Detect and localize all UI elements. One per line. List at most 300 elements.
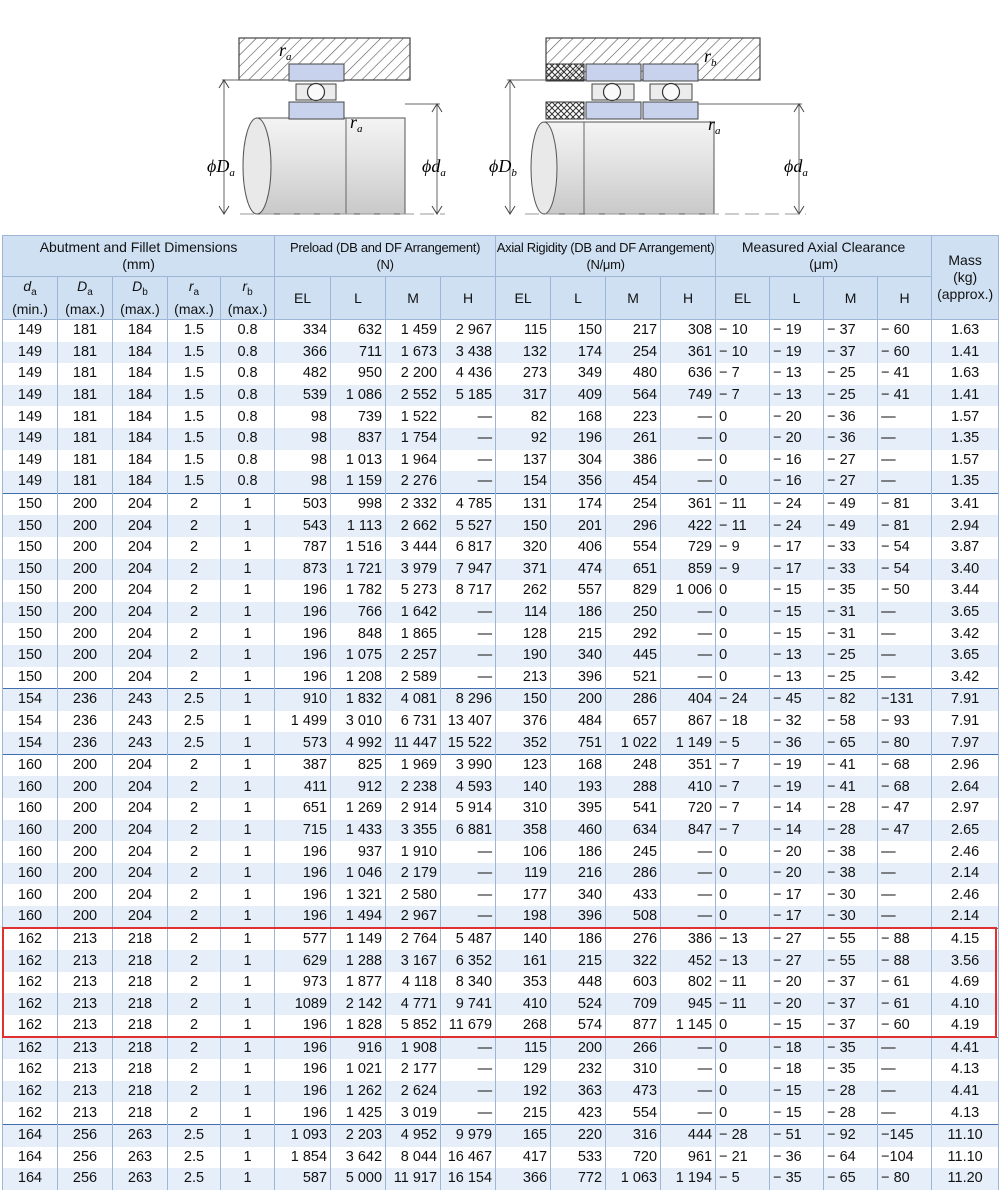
cell-rigidity-h: 1 145 [661,1015,716,1037]
cell-mass: 7.91 [932,711,999,733]
cell-da: 162 [3,1015,58,1037]
cell-Da: 213 [58,1081,113,1103]
cell-clearance-el: 0 [716,1059,770,1081]
cell-clearance-el: − 7 [716,754,770,776]
cell-preload-l: 1 021 [331,1059,386,1081]
cell-clearance-h: − 41 [878,363,932,385]
cell-da: 150 [3,493,58,515]
cell-ra: 2 [168,863,221,885]
cell-mass: 4.15 [932,928,999,950]
cell-clearance-l: − 20 [770,972,824,994]
cell-preload-m: 3 167 [386,950,441,972]
cell-preload-m: 2 967 [386,906,441,928]
cell-rigidity-l: 201 [551,515,606,537]
cell-da: 162 [3,1081,58,1103]
cell-rigidity-m: 877 [606,1015,661,1037]
cell-mass: 3.65 [932,602,999,624]
cell-mass: 2.46 [932,884,999,906]
bearing-mounting-diagrams [0,0,1000,234]
cell-clearance-h: — [878,884,932,906]
cell-rigidity-el: 273 [496,363,551,385]
cell-Db: 218 [113,928,168,950]
cell-clearance-m: − 25 [824,667,878,689]
cell-clearance-l: − 20 [770,993,824,1015]
cell-rigidity-l: 409 [551,385,606,407]
cell-clearance-h: − 50 [878,580,932,602]
cell-rigidity-l: 349 [551,363,606,385]
cell-preload-m: 2 257 [386,645,441,667]
cell-rigidity-el: 198 [496,906,551,928]
cell-rigidity-m: 473 [606,1081,661,1103]
table-row [3,798,999,820]
cell-preload-h: 3 990 [441,754,496,776]
cell-preload-el: 98 [275,471,331,493]
cell-clearance-h: — [878,428,932,450]
cell-Da: 213 [58,1102,113,1124]
cell-Da: 200 [58,754,113,776]
cell-rigidity-l: 574 [551,1015,606,1037]
cell-preload-h: — [441,602,496,624]
cell-Db: 204 [113,841,168,863]
cell-Db: 184 [113,428,168,450]
cell-mass: 4.13 [932,1102,999,1124]
cell-ra: 2 [168,602,221,624]
cell-clearance-h: — [878,1081,932,1103]
cell-rigidity-h: 802 [661,972,716,994]
cell-clearance-el: 0 [716,602,770,624]
cell-clearance-h: — [878,450,932,472]
cell-Db: 204 [113,798,168,820]
cell-clearance-l: − 17 [770,537,824,559]
cell-preload-l: 1 433 [331,820,386,842]
cell-preload-h: 15 522 [441,732,496,754]
cell-clearance-m: − 37 [824,320,878,342]
cell-preload-m: 2 238 [386,776,441,798]
cell-clearance-l: − 27 [770,950,824,972]
table-row [3,406,999,428]
cell-Db: 204 [113,863,168,885]
cell-rigidity-l: 340 [551,884,606,906]
cell-Da: 236 [58,711,113,733]
cell-Da: 200 [58,906,113,928]
cell-preload-h: — [441,645,496,667]
cell-Da: 200 [58,515,113,537]
cell-preload-m: 2 177 [386,1059,441,1081]
cell-clearance-el: 0 [716,863,770,885]
cell-rigidity-h: 404 [661,689,716,711]
cell-rb: 1 [221,950,275,972]
cell-preload-m: 3 355 [386,820,441,842]
cell-rb: 1 [221,928,275,950]
cell-clearance-el: − 9 [716,537,770,559]
cell-preload-el: 196 [275,1015,331,1037]
cell-clearance-h: — [878,645,932,667]
cell-rb: 1 [221,580,275,602]
cell-preload-el: 482 [275,363,331,385]
cell-rigidity-m: 541 [606,798,661,820]
cell-preload-l: 1 288 [331,950,386,972]
cell-preload-m: 4 771 [386,993,441,1015]
table-row [3,493,999,515]
cell-Da: 256 [58,1147,113,1169]
cell-rb: 0.8 [221,471,275,493]
table-row [3,645,999,667]
cell-clearance-m: − 28 [824,820,878,842]
table-row [3,928,999,950]
cell-clearance-el: − 13 [716,928,770,950]
cell-ra: 1.5 [168,320,221,342]
cell-clearance-l: − 14 [770,820,824,842]
cell-preload-m: 1 522 [386,406,441,428]
cell-mass: 2.64 [932,776,999,798]
cell-clearance-m: − 38 [824,841,878,863]
cell-clearance-l: − 32 [770,711,824,733]
preload-group-header: Preload (DB and DF Arrangement) (N) [275,236,496,277]
cell-preload-m: 1 754 [386,428,441,450]
cell-Db: 184 [113,342,168,364]
cell-da: 164 [3,1147,58,1169]
cell-Db: 204 [113,906,168,928]
cell-rigidity-l: 304 [551,450,606,472]
cell-Da: 200 [58,798,113,820]
cell-ra: 2 [168,972,221,994]
cell-preload-h: 11 679 [441,1015,496,1037]
cell-clearance-l: − 20 [770,428,824,450]
ball-icon [604,84,621,101]
cell-preload-h: 4 593 [441,776,496,798]
rigidity-m-header: M [606,277,661,320]
table-row [3,950,999,972]
cell-clearance-h: — [878,863,932,885]
cell-rigidity-m: 288 [606,776,661,798]
cell-preload-el: 196 [275,580,331,602]
cell-rigidity-el: 353 [496,972,551,994]
cell-clearance-m: − 49 [824,515,878,537]
cell-da: 154 [3,689,58,711]
cell-rigidity-l: 396 [551,906,606,928]
mass-header: Mass (kg) (approx.) [932,236,999,320]
cell-preload-el: 629 [275,950,331,972]
cell-rb: 1 [221,1168,275,1190]
cell-mass: 1.41 [932,385,999,407]
cell-Db: 184 [113,385,168,407]
cell-clearance-l: − 19 [770,342,824,364]
cell-Db: 204 [113,623,168,645]
cell-clearance-el: − 13 [716,950,770,972]
cell-clearance-l: − 36 [770,732,824,754]
cell-clearance-l: − 19 [770,320,824,342]
cell-rigidity-h: 361 [661,493,716,515]
cell-clearance-el: − 7 [716,363,770,385]
cell-rigidity-l: 232 [551,1059,606,1081]
cell-clearance-m: − 36 [824,406,878,428]
cell-rigidity-m: 521 [606,667,661,689]
table-header [3,236,999,320]
da-label: $\phi d_a$ [784,156,808,179]
cell-Db: 218 [113,1015,168,1037]
shaft-end [531,122,557,214]
cell-mass: 11.20 [932,1168,999,1190]
cell-preload-m: 1 964 [386,450,441,472]
cell-rigidity-h: — [661,1037,716,1059]
cell-rigidity-m: 286 [606,863,661,885]
cell-rb: 1 [221,1102,275,1124]
cell-rigidity-l: 396 [551,667,606,689]
cell-da: 149 [3,428,58,450]
cell-preload-h: 9 741 [441,993,496,1015]
cell-clearance-el: − 11 [716,515,770,537]
table-row [3,1015,999,1037]
cell-mass: 2.96 [932,754,999,776]
cell-preload-l: 739 [331,406,386,428]
cell-rigidity-h: — [661,863,716,885]
cell-da: 162 [3,1059,58,1081]
rigidity-group-header: Axial Rigidity (DB and DF Arrangement) (N/μm) [496,236,716,277]
cell-rigidity-m: 310 [606,1059,661,1081]
cell-Db: 263 [113,1147,168,1169]
cell-preload-el: 543 [275,515,331,537]
cell-rigidity-h: — [661,428,716,450]
cell-rigidity-h: 1 194 [661,1168,716,1190]
cell-clearance-l: − 19 [770,776,824,798]
cell-rigidity-m: 480 [606,363,661,385]
cell-clearance-l: − 24 [770,493,824,515]
cell-rigidity-h: — [661,450,716,472]
cell-preload-h: 8 717 [441,580,496,602]
cell-preload-el: 196 [275,884,331,906]
cell-preload-l: 632 [331,320,386,342]
cell-preload-h: 16 467 [441,1147,496,1169]
cell-rb: 1 [221,754,275,776]
cell-preload-el: 98 [275,450,331,472]
cell-ra: 1.5 [168,450,221,472]
cell-rigidity-l: 395 [551,798,606,820]
cell-clearance-m: − 55 [824,950,878,972]
cell-Da: 200 [58,667,113,689]
cell-mass: 2.97 [932,798,999,820]
cell-clearance-h: − 68 [878,754,932,776]
cell-preload-el: 196 [275,841,331,863]
cell-preload-l: 998 [331,493,386,515]
cell-clearance-h: − 60 [878,342,932,364]
cell-Da: 200 [58,884,113,906]
cell-clearance-h: − 81 [878,515,932,537]
cell-clearance-el: 0 [716,580,770,602]
cell-clearance-m: − 37 [824,993,878,1015]
cell-clearance-el: − 10 [716,320,770,342]
cell-preload-h: — [441,841,496,863]
cell-rigidity-l: 772 [551,1168,606,1190]
cell-rigidity-el: 119 [496,863,551,885]
cell-rigidity-m: 454 [606,471,661,493]
cell-da: 160 [3,798,58,820]
cell-preload-m: 1 642 [386,602,441,624]
cell-rigidity-m: 250 [606,602,661,624]
cell-rigidity-h: 636 [661,363,716,385]
cell-mass: 11.10 [932,1124,999,1146]
cell-mass: 2.65 [932,820,999,842]
cell-rb: 1 [221,711,275,733]
cell-mass: 1.41 [932,342,999,364]
table-row [3,1124,999,1146]
table-row [3,580,999,602]
cell-ra: 1.5 [168,471,221,493]
cell-rb: 1 [221,841,275,863]
cell-rigidity-l: 186 [551,841,606,863]
cell-Db: 204 [113,820,168,842]
cell-rigidity-el: 213 [496,667,551,689]
cell-preload-el: 196 [275,906,331,928]
cell-mass: 7.91 [932,689,999,711]
cell-clearance-m: − 41 [824,754,878,776]
cell-rigidity-m: 554 [606,1102,661,1124]
table-row [3,689,999,711]
cell-clearance-h: − 54 [878,537,932,559]
cell-Db: 204 [113,884,168,906]
cell-rb: 1 [221,776,275,798]
cell-rigidity-h: — [661,667,716,689]
ra-label: $r_a$ [350,112,363,135]
cell-rigidity-el: 190 [496,645,551,667]
cell-preload-m: 3 444 [386,537,441,559]
col-Da-header: $D_a$ (max.) [58,277,113,320]
table-body [3,320,999,1190]
cell-clearance-m: − 92 [824,1124,878,1146]
cell-da: 160 [3,863,58,885]
cell-da: 154 [3,711,58,733]
cell-preload-h: 5 487 [441,928,496,950]
cell-rigidity-m: 292 [606,623,661,645]
cell-rigidity-m: 651 [606,559,661,581]
cell-rigidity-l: 193 [551,776,606,798]
cell-rigidity-el: 131 [496,493,551,515]
cell-rb: 0.8 [221,342,275,364]
cell-rigidity-el: 123 [496,754,551,776]
cell-preload-m: 4 081 [386,689,441,711]
cell-mass: 4.41 [932,1037,999,1059]
rb-label: $r_b$ [704,46,717,69]
col-da-header: $d_a$ (min.) [3,277,58,320]
cell-rigidity-h: — [661,623,716,645]
cell-clearance-m: − 28 [824,1102,878,1124]
cell-rigidity-h: 410 [661,776,716,798]
cell-ra: 2 [168,623,221,645]
cell-clearance-el: − 11 [716,493,770,515]
cell-rigidity-h: 422 [661,515,716,537]
cell-mass: 3.42 [932,623,999,645]
cell-clearance-l: − 19 [770,754,824,776]
cell-preload-el: 196 [275,1059,331,1081]
cell-clearance-l: − 13 [770,667,824,689]
cell-clearance-l: − 13 [770,645,824,667]
cell-preload-h: 6 881 [441,820,496,842]
cell-rigidity-h: 1 006 [661,580,716,602]
cell-preload-el: 539 [275,385,331,407]
clearance-m-header: M [824,277,878,320]
cell-rigidity-m: 829 [606,580,661,602]
cell-clearance-m: − 33 [824,537,878,559]
cell-Db: 243 [113,732,168,754]
cell-preload-m: 2 276 [386,471,441,493]
cell-rigidity-el: 376 [496,711,551,733]
cell-preload-el: 1 499 [275,711,331,733]
cell-Da: 213 [58,993,113,1015]
cell-rb: 1 [221,602,275,624]
table-row [3,711,999,733]
table-row [3,515,999,537]
cell-mass: 3.44 [932,580,999,602]
table-row [3,450,999,472]
cell-clearance-m: − 37 [824,972,878,994]
cell-rb: 1 [221,884,275,906]
cell-preload-l: 912 [331,776,386,798]
cell-clearance-el: − 10 [716,342,770,364]
cell-mass: 1.35 [932,428,999,450]
cell-rigidity-m: 276 [606,928,661,950]
cell-rigidity-el: 82 [496,406,551,428]
cell-rigidity-m: 603 [606,972,661,994]
cell-preload-l: 1 086 [331,385,386,407]
cell-clearance-m: − 38 [824,863,878,885]
cell-clearance-l: − 51 [770,1124,824,1146]
table-row [3,667,999,689]
cell-rigidity-el: 161 [496,950,551,972]
cell-clearance-l: − 17 [770,884,824,906]
cell-preload-h: 7 947 [441,559,496,581]
cell-rigidity-l: 215 [551,950,606,972]
cell-da: 160 [3,820,58,842]
cell-clearance-el: 0 [716,645,770,667]
bearing-spec-table [2,235,999,1190]
cell-preload-h: 8 340 [441,972,496,994]
cell-da: 150 [3,602,58,624]
cell-rigidity-el: 150 [496,689,551,711]
cell-ra: 2 [168,1015,221,1037]
cell-clearance-m: − 25 [824,645,878,667]
cell-Db: 204 [113,667,168,689]
cell-rigidity-m: 316 [606,1124,661,1146]
cell-rigidity-el: 114 [496,602,551,624]
cell-clearance-el: − 18 [716,711,770,733]
cell-preload-h: 5 185 [441,385,496,407]
cell-preload-el: 334 [275,320,331,342]
cell-rigidity-h: 961 [661,1147,716,1169]
cell-rigidity-h: 729 [661,537,716,559]
cell-mass: 1.57 [932,450,999,472]
cell-clearance-h: − 60 [878,1015,932,1037]
cell-Db: 243 [113,711,168,733]
table-row [3,1102,999,1124]
cell-da: 160 [3,754,58,776]
cell-rigidity-h: 386 [661,928,716,950]
cell-Da: 181 [58,363,113,385]
cell-clearance-m: − 37 [824,342,878,364]
cell-Da: 200 [58,537,113,559]
cell-clearance-h: − 93 [878,711,932,733]
cell-rb: 0.8 [221,406,275,428]
cell-Da: 200 [58,602,113,624]
cell-clearance-l: − 15 [770,580,824,602]
col-Db-header: $D_b$ (max.) [113,277,168,320]
cell-clearance-m: − 55 [824,928,878,950]
cell-Db: 218 [113,972,168,994]
cell-preload-h: — [441,863,496,885]
cell-Da: 200 [58,559,113,581]
abutment-group-header: Abutment and Fillet Dimensions (mm) [3,236,275,277]
cell-preload-h: 6 352 [441,950,496,972]
cell-preload-l: 1 425 [331,1102,386,1124]
cell-rigidity-h: — [661,602,716,624]
